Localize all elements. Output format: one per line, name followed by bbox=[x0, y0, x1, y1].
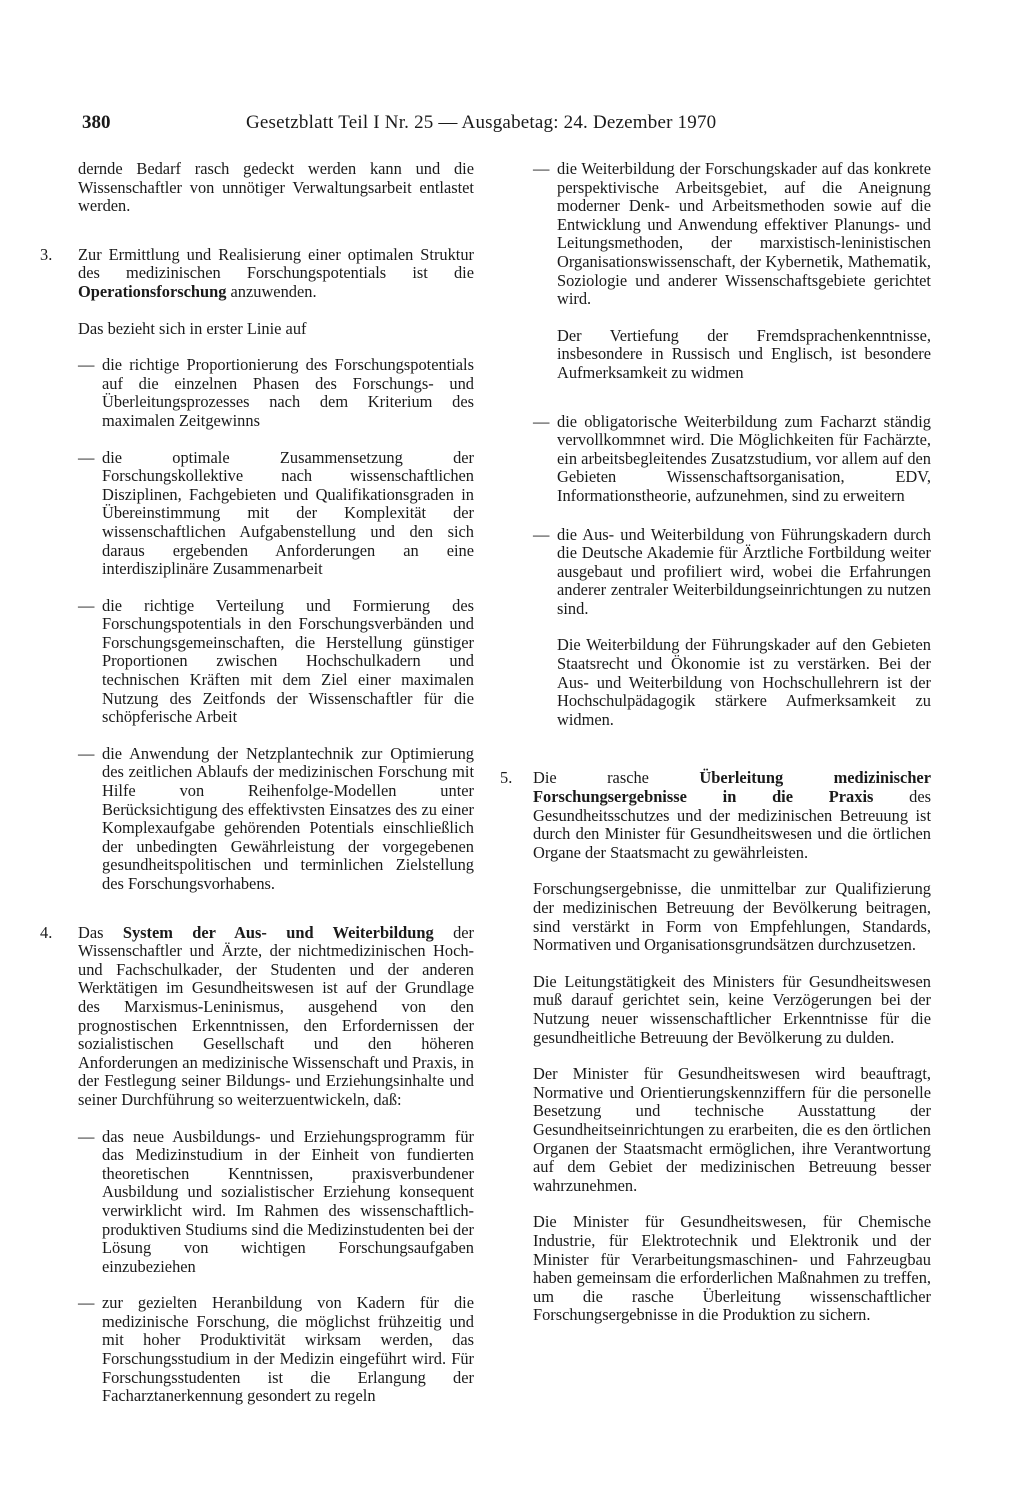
section-number: 4. bbox=[40, 922, 53, 942]
section-number: 3. bbox=[40, 244, 53, 264]
bullet-item bbox=[78, 1294, 474, 1406]
bullet-item bbox=[533, 526, 931, 619]
section-3-heading-paragraph bbox=[78, 246, 474, 302]
section-5-heading-paragraph bbox=[533, 769, 931, 862]
section-5-paragraph: Die Minister für Gesundheitswesen, für Chemische Industrie, für Elektrotechnik und Elektronik und der Minister für Verarbeitungsmaschinen- und Fahrzeugbau haben gemeinsam die erforderlichen Maßnahmen zu treffen, um die rasche Überleitung wissenschaftlicher Forschungsergebnisse in die Produktion zu sichern. bbox=[533, 1212, 931, 1325]
text: des Gesundheitsschutzes und der medizinischen Betreuung ist durch den Minister für Gesundheitswesen und die örtlichen Organe der Staatsmacht zu gewährleisten. bbox=[533, 787, 931, 862]
bullet-text: die Weiterbildung der Forschungskader auf das konkrete perspektivische Arbeitsgebiet, auf die Aneignung moderner Denk- und Arbeitsmethoden sowie auf die Entwicklung und Anwendung effektiver Planungs- und Leitungsmethoden, der marxistisch-leninistischen Organisationswissenschaft, der Kybernetik, Mathematik, Soziologie und anderer Wissenschaftsgebiete gerichtet wird. bbox=[557, 159, 931, 309]
section-3-lead: Das bezieht sich in erster Linie auf bbox=[78, 318, 307, 338]
bold-term: System der Aus- und Weiterbildung bbox=[122, 922, 434, 942]
dash-marker: — bbox=[78, 743, 95, 763]
bullet-item bbox=[533, 413, 931, 506]
dash-marker: — bbox=[533, 159, 550, 178]
dash-marker: — bbox=[78, 447, 95, 467]
bullet-text: das neue Ausbildungs- und Erziehungsprogramm für das Medizinstudium in der Einheit von fundierten theoretischen Kenntnissen, praxisverbundener Ausbildung und sozialistischer Erziehung konsequent verwirklicht wird. Im Rahmen des wissenschaftlich-produktiven Studiums sind die Medizinstudenten bei der Lösung von wichtigen Forschungsaufgaben einzubeziehen bbox=[102, 1126, 474, 1276]
text: Das bbox=[78, 922, 123, 942]
text: anzuwenden. bbox=[226, 281, 317, 301]
dash-marker: — bbox=[533, 524, 550, 544]
bold-term: Operationsforschung bbox=[78, 281, 227, 301]
section-4 bbox=[40, 924, 474, 1406]
bullet-text: die Aus- und Weiterbildung von Führungskadern durch die Deutsche Akademie für Ärztliche Fortbildung weiter ausgebaut und profiliert wird, wobei die Erfahrungen anderer zentraler Weiterbildungseinrichtungen zu nutzen sind. bbox=[557, 524, 931, 618]
left-column bbox=[40, 160, 474, 1406]
note-paragraph: Die Weiterbildung der Führungskader auf den Gebieten Staatsrecht und Ökonomie ist zu verstärken. Bei der Aus- und Weiterbildung von Hochschullehrern ist der Hochschulpädagogik stärkere Aufmerksamkeit zu widmen. bbox=[557, 635, 931, 729]
section-3 bbox=[40, 246, 474, 894]
section-5-paragraph: Forschungsergebnisse, die unmittelbar zur Qualifizierung der medizinischen Betreuung der Bevölkerung beitragen, sind verstärkt in Form von Empfehlungen, Standards, Normativen und Organisationsgrundsätzen durchzusetzen. bbox=[533, 879, 931, 955]
section-5-paragraph: Die Leitungstätigkeit des Ministers für Gesundheitswesen muß darauf gerichtet sein, keine Verzögerungen bei der Nutzung neuer wissenschaftlicher Erkenntnisse für die gesundheitliche Betreuung der Bevölkerung zu dulden. bbox=[533, 971, 931, 1047]
continued-paragraph: dernde Bedarf rasch gedeckt werden kann und die Wissenschaftler von unnötiger Verwaltungsarbeit entlastet werden. bbox=[78, 159, 474, 216]
bullet-item bbox=[78, 356, 474, 430]
dash-marker: — bbox=[78, 1126, 95, 1146]
dash-marker: — bbox=[533, 411, 550, 431]
bullet-text: die optimale Zusammensetzung der Forschungskollektive nach wissenschaftlichen Disziplinen, Fachgebieten und Qualifikationsgraden in Übereinstimmung mit der Komplexität der wissenschaftlichen Aufgabenstellung und den sich daraus ergebenden Anforderungen an eine interdisziplinäre Zusammenarbeit bbox=[102, 447, 474, 579]
note-paragraph: Der Vertiefung der Fremdsprachenkenntnisse, insbesondere in Russisch und Englisch, ist besondere Aufmerksamkeit zu widmen bbox=[557, 325, 931, 382]
section-number: 5. bbox=[500, 768, 513, 788]
bullet-item bbox=[533, 160, 931, 309]
text: Die rasche bbox=[533, 768, 700, 788]
running-title: Gesetzblatt Teil I Nr. 25 — Ausgabetag: 24. Dezember 1970 bbox=[246, 112, 717, 133]
page-header bbox=[82, 108, 772, 138]
bullet-text: die obligatorische Weiterbildung zum Facharzt ständig vervollkommnet wird. Die Möglichkeiten für Fachärzte, ein arbeitsbegleitendes Zusatzstudium, vor allem auf den Gebieten Wissenschaftsorganisation, EDV, Informationstheorie, aufzunehmen, sind zu erweitern bbox=[557, 411, 931, 505]
text: der Wissenschaftler und Ärzte, der nichtmedizinischen Hoch- und Fachschulkader, der Studenten und der anderen Werktätigen im Gesundheitswesen ist auf der Grundlage des Marxismus-Leninismus, ausgehend von den prognostischen Erkenntnissen, den Erfordernissen der sozialistischen Gesellschaft und den höheren Anforderungen an medizinische Wissenschaft und Praxis, in der Festlegung seiner Bildungs- und Erziehungsinhalte und seiner Durchführung so weiterzuentwickeln, daß: bbox=[78, 922, 474, 1109]
section-5-paragraph: Der Minister für Gesundheitswesen wird beauftragt, Normative und Orientierungskennziffern für die personelle Besetzung und technische Ausstattung der Gesundheitseinrichtungen zu erarbeiten, die es den örtlichen Organen der Staatsmacht ermöglichen, ihre Verantwortung auf dem Gebiet der medizinischen Betreuung besser wahrzunehmen. bbox=[533, 1064, 931, 1195]
bullet-text: die Anwendung der Netzplantechnik zur Optimierung des zeitlichen Ablaufs der medizinischen Forschung mit Hilfe von Reihenfolge-Modellen unter Berücksichtigung des effektivsten Einsatzes des zu einer Komplexaufgabe gehörenden Potentials einschließlich der unbedingten Gewährleistung der vorgegebenen gesundheitspolitischen und terminlichen Zielstellung des Forschungsvorhabens. bbox=[102, 743, 474, 893]
page-number: 380 bbox=[82, 112, 111, 133]
bullet-text: die richtige Proportionierung des Forschungspotentials auf die einzelnen Phasen des Forschungs- und Überleitungsprozesses nach dem Kriterium des maximalen Zeitgewinns bbox=[102, 355, 474, 430]
section-5 bbox=[500, 768, 931, 1325]
bullet-item bbox=[78, 1128, 474, 1277]
dash-marker: — bbox=[78, 355, 95, 375]
text: Zur Ermittlung und Realisierung einer optimalen Struktur des medizinischen Forschungspotentials ist die bbox=[78, 244, 474, 283]
bullet-text: zur gezielten Heranbildung von Kadern für die medizinische Forschung, die möglichst frühzeitig und mit hoher Produktivität wirksam werden, das Forschungsstudium in der Medizin eingeführt wird. Für Forschungsstudenten ist die Erlangung der Facharztanerkennung gesondert zu regeln bbox=[102, 1293, 474, 1406]
dash-marker: — bbox=[78, 1293, 95, 1313]
right-column bbox=[500, 159, 931, 1325]
bold-term: Überleitung medizinischer Forschungsergebnisse in die Praxis bbox=[533, 768, 931, 807]
bullet-item bbox=[78, 449, 474, 579]
dash-marker: — bbox=[78, 595, 95, 615]
bullet-text: die richtige Verteilung und Formierung des Forschungspotentials in den Forschungsverbänden und Forschungsgemeinschaften, die Herstellung günstiger Proportionen zwischen Hochschulkadern und technischen Kräften mit dem Ziel einer maximalen Nutzung des Zeitfonds der Wissenschaftler für die schöpferische Arbeit bbox=[102, 595, 474, 727]
bullet-item bbox=[78, 745, 474, 894]
section-4-heading-paragraph bbox=[78, 924, 474, 1110]
bullet-item bbox=[78, 597, 474, 727]
